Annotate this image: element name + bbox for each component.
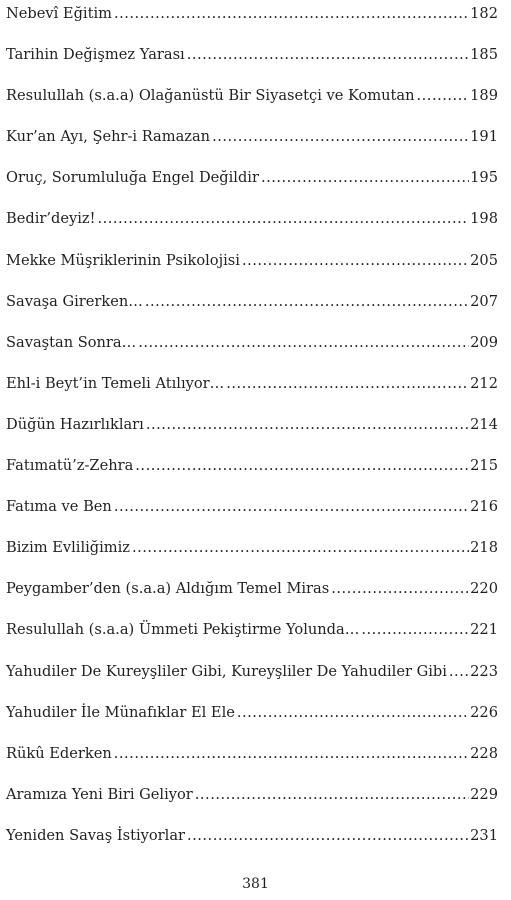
toc-entry-title: Kur’an Ayı, Şehr-i Ramazan <box>6 128 211 146</box>
toc-entry-page-number: 195 <box>470 169 498 187</box>
dot-leader <box>212 127 469 147</box>
toc-entry-page-number: 216 <box>470 498 498 516</box>
toc-entry-title: Fatımatü’z-Zehra <box>6 457 134 475</box>
toc-entry-page-number: 229 <box>470 785 498 803</box>
dot-leader <box>261 168 469 188</box>
dot-leader <box>449 662 469 682</box>
toc-entry-page-number: 185 <box>470 46 498 64</box>
toc-entry <box>6 45 498 86</box>
toc-entry <box>6 127 498 168</box>
toc-entry-page-number: 207 <box>470 292 498 310</box>
dot-leader <box>114 4 469 24</box>
toc-entry-page-number: 223 <box>470 662 498 680</box>
toc-entry <box>6 86 498 127</box>
dot-leader <box>114 497 469 517</box>
dot-leader <box>135 456 469 476</box>
toc-entry-page-number: 221 <box>470 621 498 639</box>
toc-entry-title: Nebevî Eğitim <box>6 5 112 22</box>
toc-entry-page-number: 220 <box>470 580 498 598</box>
dot-leader <box>187 45 469 65</box>
toc-entry <box>6 703 498 744</box>
toc-entry-page-number: 205 <box>470 251 498 269</box>
toc-entry-page-number: 228 <box>470 744 498 762</box>
toc-entry <box>6 415 498 456</box>
toc-entry <box>6 168 498 209</box>
dot-leader <box>195 785 469 805</box>
toc-entry-title: Bizim Evliliğimiz <box>6 539 130 557</box>
toc-entry <box>6 579 498 620</box>
toc-entry-page-number: 231 <box>470 826 498 844</box>
toc-entry-title: Yeniden Savaş İstiyorlar <box>6 826 185 844</box>
toc-entry-title: Yahudiler De Kureyşliler Gibi, Kureyşliler De Yahudiler Gibi <box>6 662 447 680</box>
toc-entry <box>6 292 498 333</box>
toc-entry-page-number: 191 <box>470 128 498 146</box>
dot-leader <box>146 415 469 435</box>
toc-entry <box>6 4 498 45</box>
toc-entry <box>6 456 498 497</box>
toc-entry-title: Mekke Müşriklerinin Psikolojisi <box>6 251 240 269</box>
toc-entry <box>6 662 498 703</box>
toc-entry-title: Yahudiler İle Münafıklar El Ele <box>6 703 235 721</box>
dot-leader <box>138 333 469 353</box>
dot-leader <box>242 251 469 271</box>
dot-leader <box>331 579 469 599</box>
dot-leader <box>114 744 469 764</box>
toc-entry-title: Resulullah (s.a.a) Olağanüstü Bir Siyasetçi ve Komutan <box>6 87 415 105</box>
toc-entry-page-number: 214 <box>470 415 498 433</box>
page-number: 381 <box>242 876 269 892</box>
toc-entry-page-number: 209 <box>470 333 498 351</box>
dot-leader <box>132 538 469 558</box>
toc-entry <box>6 538 498 579</box>
toc-entry <box>6 374 498 415</box>
dot-leader <box>417 86 470 106</box>
toc-entry-title: Rükû Ederken <box>6 744 112 762</box>
dot-leader <box>226 374 469 394</box>
toc-entry-title: Düğün Hazırlıkları <box>6 415 144 433</box>
dot-leader <box>361 620 469 640</box>
table-of-contents <box>6 4 498 867</box>
toc-entry-title: Ehl-i Beyt’in Temeli Atılıyor… <box>6 374 225 392</box>
toc-entry-page-number: 226 <box>470 703 498 721</box>
toc-entry-title: Resulullah (s.a.a) Ümmeti Pekiştirme Yolunda… <box>6 621 360 639</box>
toc-entry <box>6 251 498 292</box>
toc-entry <box>6 785 498 826</box>
toc-entry-page-number: 218 <box>470 539 498 557</box>
toc-entry-title: Fatıma ve Ben <box>6 498 112 516</box>
dot-leader <box>237 703 469 723</box>
toc-entry-title: Savaşa Girerken… <box>6 292 143 310</box>
toc-entry-page-number: 182 <box>470 5 498 22</box>
toc-entry <box>6 497 498 538</box>
toc-entry-title: Aramıza Yeni Biri Geliyor <box>6 785 193 803</box>
toc-entry-title: Peygamber’den (s.a.a) Aldığım Temel Miras <box>6 580 330 598</box>
toc-entry <box>6 826 498 867</box>
toc-entry-page-number: 198 <box>470 210 498 228</box>
toc-entry-title: Oruç, Sorumluluğa Engel Değildir <box>6 169 259 187</box>
toc-entry-title: Savaştan Sonra… <box>6 333 137 351</box>
dot-leader <box>97 209 469 229</box>
toc-entry-page-number: 215 <box>470 457 498 475</box>
toc-entry <box>6 209 498 250</box>
dot-leader <box>145 292 469 312</box>
toc-entry-page-number: 189 <box>470 87 498 105</box>
toc-entry-title: Tarihin Değişmez Yarası <box>6 46 185 64</box>
toc-entry-page-number: 212 <box>470 374 498 392</box>
toc-entry <box>6 620 498 661</box>
toc-entry <box>6 333 498 374</box>
toc-entry-title: Bedir’deyiz! <box>6 210 96 228</box>
toc-entry <box>6 744 498 785</box>
dot-leader <box>187 826 469 846</box>
